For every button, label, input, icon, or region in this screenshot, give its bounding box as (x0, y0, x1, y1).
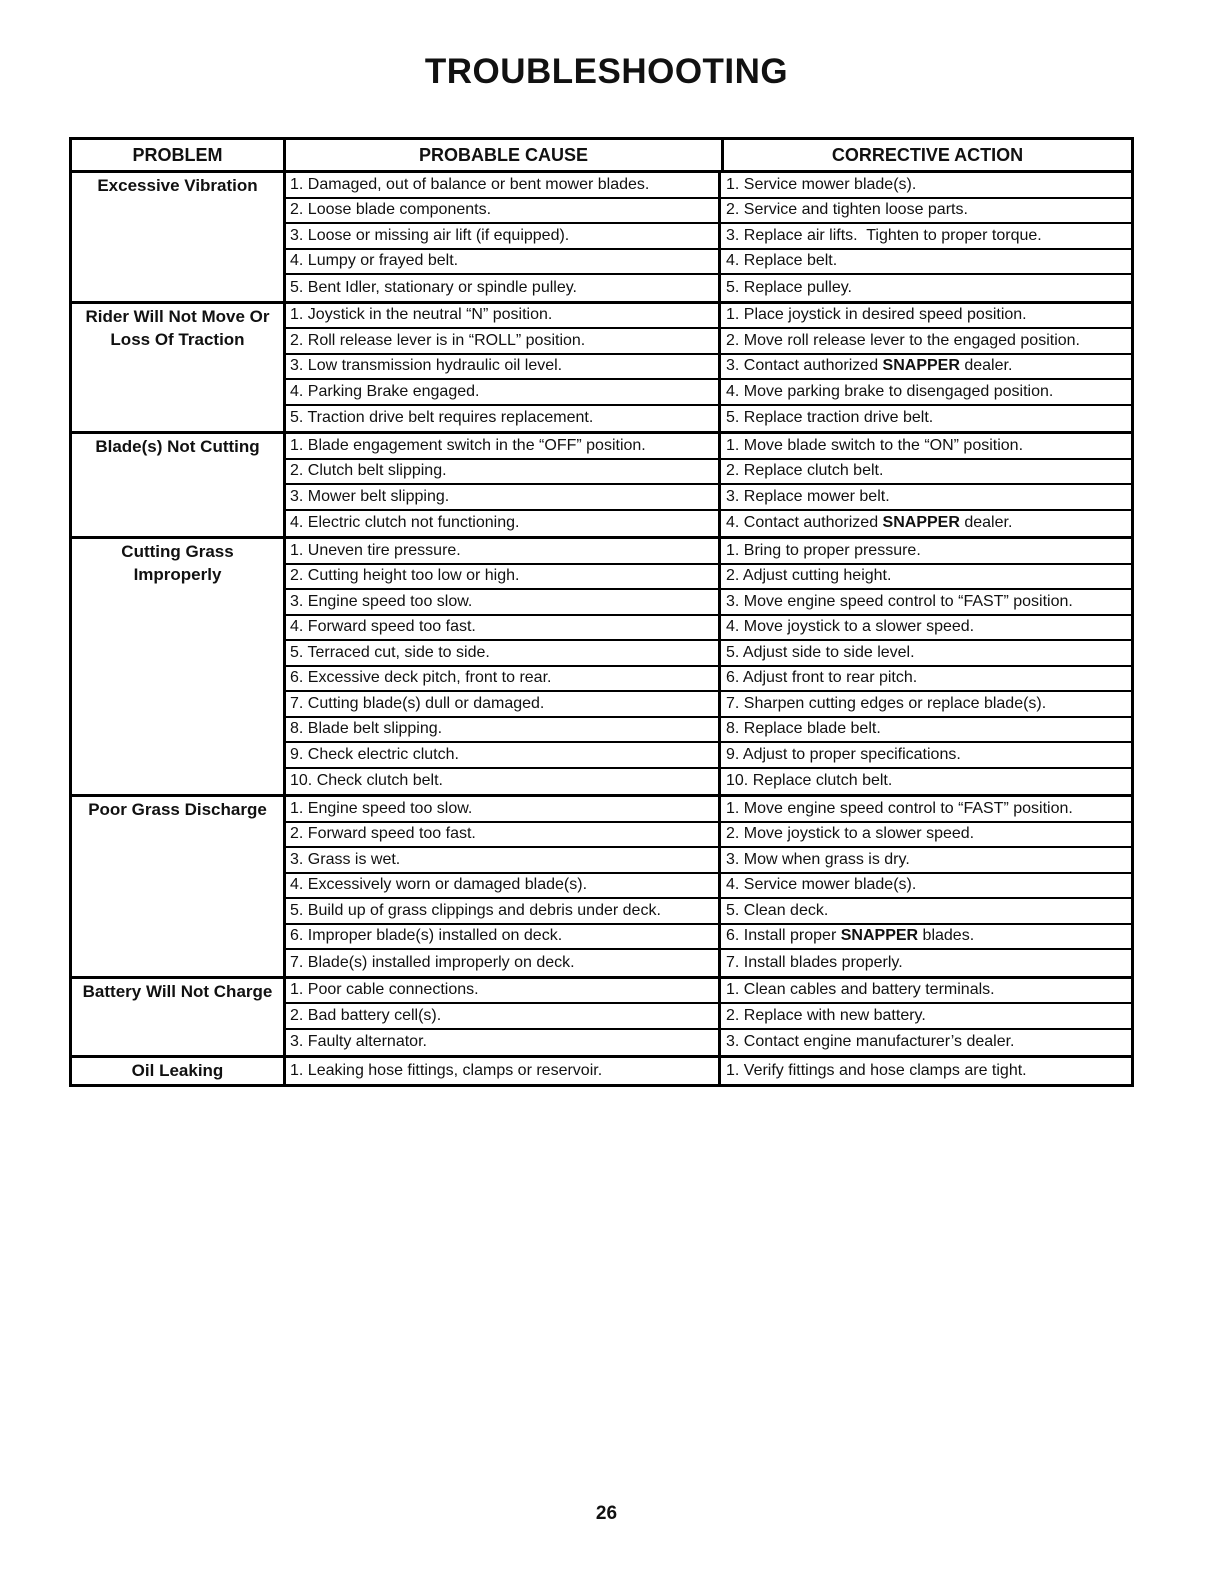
probable-cause-cell: 2. Roll release lever is in “ROLL” position. (283, 329, 718, 353)
probable-cause-cell: 6. Improper blade(s) installed on deck. (283, 925, 718, 949)
table-row (283, 1030, 1131, 1056)
corrective-action-cell: 2. Adjust cutting height. (718, 565, 1131, 589)
probable-cause-cell: 5. Build up of grass clippings and debris under deck. (283, 899, 718, 923)
probable-cause-cell: 2. Clutch belt slipping. (283, 460, 718, 484)
problem-label: Improperly (133, 565, 222, 584)
problem-cell (72, 979, 283, 1056)
corrective-action-cell: 3. Contact engine manufacturer’s dealer. (718, 1030, 1131, 1056)
probable-cause-cell: 2. Forward speed too fast. (283, 823, 718, 847)
corrective-action-cell: 5. Replace pulley. (718, 275, 1131, 301)
corrective-action-cell: 6. Adjust front to rear pitch. (718, 667, 1131, 691)
problem-label: Battery Will Not Charge (82, 981, 273, 1001)
table-row (283, 641, 1131, 667)
corrective-action-cell: 7. Sharpen cutting edges or replace blade(s). (718, 692, 1131, 716)
probable-cause-cell: 7. Blade(s) installed improperly on deck. (283, 950, 718, 976)
corrective-action-cell: 4. Replace belt. (718, 250, 1131, 274)
probable-cause-cell: 1. Damaged, out of balance or bent mower blades. (283, 173, 718, 197)
problem-cell (72, 434, 283, 536)
corrective-action-cell: 4. Service mower blade(s). (718, 874, 1131, 898)
page-number: 26 (595, 1503, 618, 1524)
corrective-action-cell: 2. Replace with new battery. (718, 1004, 1131, 1028)
probable-cause-cell: 2. Loose blade components. (283, 199, 718, 223)
problem-label: Cutting Grass (121, 542, 234, 561)
problem-label: Loss Of Traction (110, 329, 245, 349)
table-row (283, 950, 1131, 976)
probable-cause-cell: 3. Mower belt slipping. (283, 485, 718, 509)
table-row (283, 355, 1131, 381)
probable-cause-cell: 6. Excessive deck pitch, front to rear. (283, 667, 718, 691)
probable-cause-cell: 10. Check clutch belt. (283, 769, 718, 795)
table-row (283, 406, 1131, 432)
table-row (283, 616, 1131, 642)
probable-cause-cell: 1. Engine speed too slow. (283, 797, 718, 821)
table-row (283, 173, 1131, 199)
header-probable-cause: PROBABLE CAUSE (283, 140, 721, 170)
probable-cause-cell: 2. Cutting height too low or high. (283, 565, 718, 589)
table-row (283, 304, 1131, 330)
corrective-action-cell: 4. Move parking brake to disengaged position. (718, 380, 1131, 404)
corrective-action-cell: 2. Service and tighten loose parts. (718, 199, 1131, 223)
problem-cell (72, 304, 283, 432)
probable-cause-cell: 4. Parking Brake engaged. (283, 380, 718, 404)
table-row (283, 199, 1131, 225)
corrective-action-cell: 8. Replace blade belt. (718, 718, 1131, 742)
problem-cell (72, 1058, 283, 1084)
corrective-action-cell: 1. Verify fittings and hose clamps are tight. (718, 1058, 1131, 1084)
problem-group (72, 1058, 1131, 1084)
probable-cause-cell: 4. Lumpy or frayed belt. (283, 250, 718, 274)
header-problem: PROBLEM (132, 144, 223, 165)
problem-group (72, 304, 1131, 435)
corrective-action-cell: 3. Replace mower belt. (718, 485, 1131, 509)
problem-label: Excessive Vibration (97, 176, 258, 195)
corrective-action-cell (718, 511, 1131, 537)
probable-cause-cell: 1. Blade engagement switch in the “OFF” position. (283, 434, 718, 458)
probable-cause-cell: 9. Check electric clutch. (283, 743, 718, 767)
corrective-action-cell (718, 355, 1131, 379)
problem-group (72, 979, 1131, 1059)
table-row (283, 434, 1131, 460)
table-row (283, 797, 1131, 823)
action-text: 6. Install proper (726, 927, 841, 945)
probable-cause-cell: 1. Joystick in the neutral “N” position. (283, 304, 718, 328)
table-row (283, 979, 1131, 1005)
table-row (283, 718, 1131, 744)
table-row (283, 743, 1131, 769)
probable-cause-cell: 1. Leaking hose fittings, clamps or reservoir. (283, 1058, 718, 1084)
problem-cell (72, 539, 283, 794)
probable-cause-cell: 5. Terraced cut, side to side. (283, 641, 718, 665)
table-row (283, 460, 1131, 486)
corrective-action-cell: 3. Replace air lifts. Tighten to proper torque. (718, 224, 1131, 248)
table-header-row (72, 140, 1131, 173)
corrective-action-cell: 1. Place joystick in desired speed position. (718, 304, 1131, 328)
table-row (283, 874, 1131, 900)
probable-cause-cell: 4. Excessively worn or damaged blade(s). (283, 874, 718, 898)
probable-cause-cell: 8. Blade belt slipping. (283, 718, 718, 742)
table-row (283, 692, 1131, 718)
troubleshooting-table (69, 137, 1134, 1087)
table-row (283, 511, 1131, 537)
probable-cause-cell: 3. Grass is wet. (283, 848, 718, 872)
header-corrective-action: CORRECTIVE ACTION (721, 140, 1131, 170)
action-text: 3. Contact authorized (726, 357, 883, 375)
problem-group (72, 173, 1131, 304)
table-row (283, 590, 1131, 616)
problem-cell (72, 173, 283, 301)
table-row (283, 769, 1131, 795)
action-text-suffix: dealer. (959, 514, 1013, 532)
probable-cause-cell: 2. Bad battery cell(s). (283, 1004, 718, 1028)
table-row (283, 667, 1131, 693)
table-row (283, 848, 1131, 874)
table-row (283, 823, 1131, 849)
brand-name: SNAPPER (840, 927, 919, 945)
problem-group (72, 434, 1131, 539)
table-row (283, 250, 1131, 276)
problem-cell (72, 797, 283, 976)
corrective-action-cell: 5. Clean deck. (718, 899, 1131, 923)
corrective-action-cell (718, 925, 1131, 949)
table-row (283, 224, 1131, 250)
corrective-action-cell: 4. Move joystick to a slower speed. (718, 616, 1131, 640)
table-row (283, 539, 1131, 565)
table-row (283, 565, 1131, 591)
problem-group (72, 539, 1131, 797)
corrective-action-cell: 1. Move blade switch to the “ON” position. (718, 434, 1131, 458)
probable-cause-cell: 3. Engine speed too slow. (283, 590, 718, 614)
corrective-action-cell: 5. Replace traction drive belt. (718, 406, 1131, 432)
probable-cause-cell: 3. Faulty alternator. (283, 1030, 718, 1056)
brand-name: SNAPPER (882, 514, 960, 532)
corrective-action-cell: 2. Move roll release lever to the engaged position. (718, 329, 1131, 353)
probable-cause-cell: 5. Traction drive belt requires replacement. (283, 406, 718, 432)
corrective-action-cell: 1. Move engine speed control to “FAST” position. (718, 797, 1131, 821)
corrective-action-cell: 1. Service mower blade(s). (718, 173, 1131, 197)
probable-cause-cell: 4. Electric clutch not functioning. (283, 511, 718, 537)
probable-cause-cell: 4. Forward speed too fast. (283, 616, 718, 640)
problem-label: Oil Leaking (131, 1061, 224, 1080)
corrective-action-cell: 9. Adjust to proper specifications. (718, 743, 1131, 767)
table-row (283, 329, 1131, 355)
action-text-suffix: dealer. (959, 357, 1013, 375)
corrective-action-cell: 1. Bring to proper pressure. (718, 539, 1131, 563)
corrective-action-cell: 2. Replace clutch belt. (718, 460, 1131, 484)
page-title: TROUBLESHOOTING (424, 52, 789, 91)
problem-group (72, 797, 1131, 979)
probable-cause-cell: 3. Low transmission hydraulic oil level. (283, 355, 718, 379)
table-row (283, 899, 1131, 925)
table-row (283, 925, 1131, 951)
corrective-action-cell: 7. Install blades properly. (718, 950, 1131, 976)
corrective-action-cell: 3. Move engine speed control to “FAST” position. (718, 590, 1131, 614)
probable-cause-cell: 5. Bent Idler, stationary or spindle pulley. (283, 275, 718, 301)
corrective-action-cell: 2. Move joystick to a slower speed. (718, 823, 1131, 847)
table-row (283, 485, 1131, 511)
action-text-suffix: blades. (918, 927, 975, 945)
probable-cause-cell: 7. Cutting blade(s) dull or damaged. (283, 692, 718, 716)
problem-label: Rider Will Not Move Or (85, 306, 270, 326)
probable-cause-cell: 1. Uneven tire pressure. (283, 539, 718, 563)
problem-label: Poor Grass Discharge (88, 800, 267, 819)
problem-label: Blade(s) Not Cutting (95, 437, 260, 456)
action-text: 4. Contact authorized (726, 514, 883, 532)
probable-cause-cell: 1. Poor cable connections. (283, 979, 718, 1003)
brand-name: SNAPPER (882, 357, 960, 375)
corrective-action-cell: 1. Clean cables and battery terminals. (718, 979, 1131, 1003)
corrective-action-cell: 5. Adjust side to side level. (718, 641, 1131, 665)
corrective-action-cell: 10. Replace clutch belt. (718, 769, 1131, 795)
table-row (283, 1058, 1131, 1084)
table-row (283, 275, 1131, 301)
table-row (283, 1004, 1131, 1030)
table-row (283, 380, 1131, 406)
probable-cause-cell: 3. Loose or missing air lift (if equipped). (283, 224, 718, 248)
corrective-action-cell: 3. Mow when grass is dry. (718, 848, 1131, 872)
